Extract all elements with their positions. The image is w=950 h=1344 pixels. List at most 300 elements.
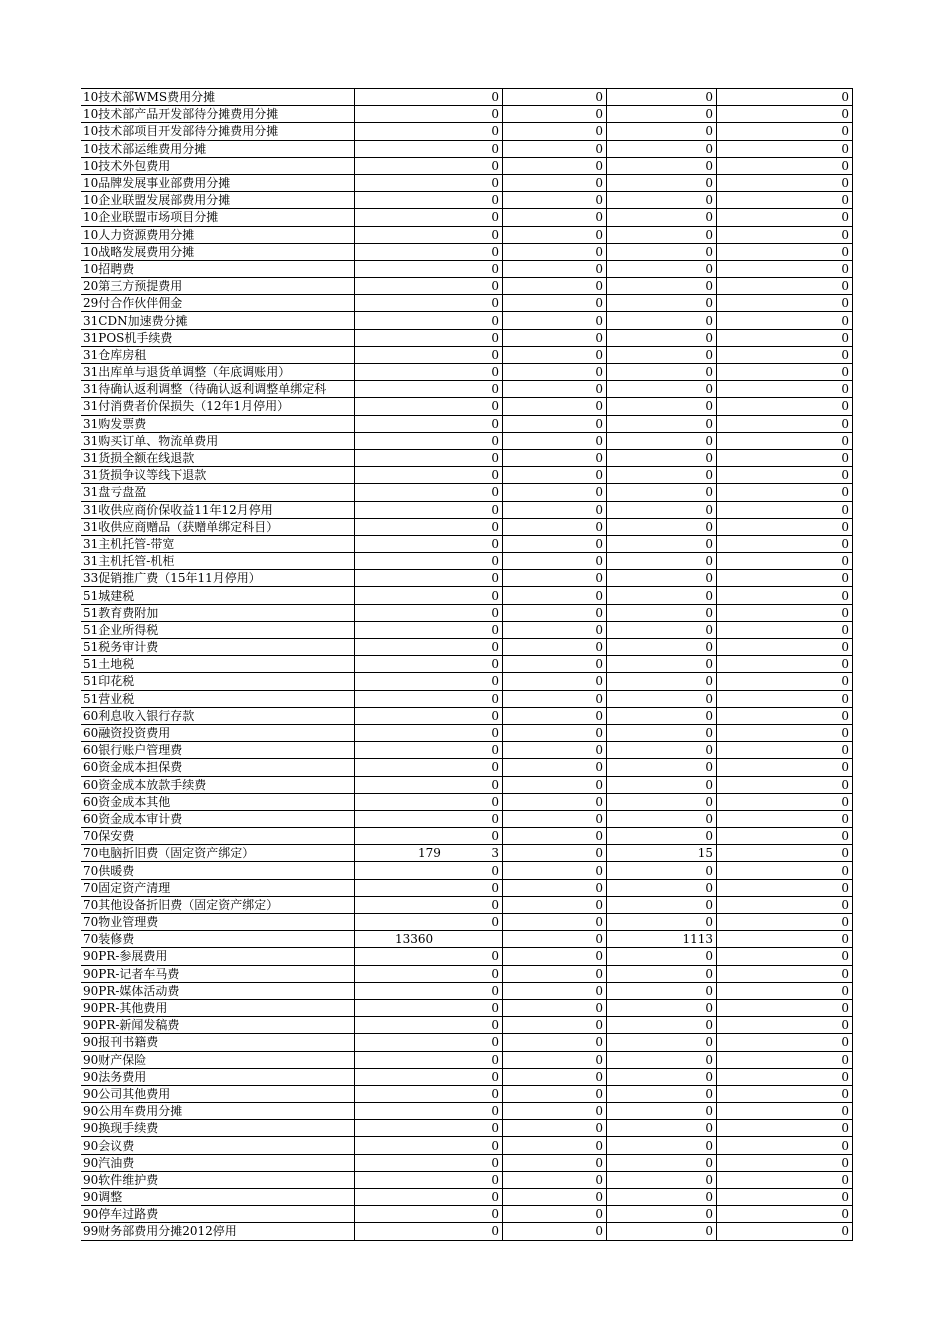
account-name-cell[interactable]: 10技术部项目开发部待分摊费用分摊 xyxy=(81,123,355,140)
value-cell-col2[interactable]: 0 xyxy=(503,999,607,1016)
value-cell-col1[interactable]: 0 xyxy=(355,1189,503,1206)
account-name-cell[interactable]: 90公司其他费用 xyxy=(81,1085,355,1102)
account-name-cell[interactable]: 51营业税 xyxy=(81,690,355,707)
account-name-cell[interactable]: 10企业联盟市场项目分摊 xyxy=(81,209,355,226)
value-cell-col3[interactable]: 0 xyxy=(607,1171,717,1188)
account-name-cell[interactable]: 51企业所得税 xyxy=(81,621,355,638)
value-cell-col4[interactable]: 0 xyxy=(717,381,853,398)
value-cell-col3[interactable]: 0 xyxy=(607,312,717,329)
account-name-cell[interactable]: 10技术外包费用 xyxy=(81,157,355,174)
value-cell-col3[interactable]: 0 xyxy=(607,587,717,604)
account-name-cell[interactable]: 51教育费附加 xyxy=(81,604,355,621)
account-name-cell[interactable]: 31盘亏盘盈 xyxy=(81,484,355,501)
value-cell-col3[interactable]: 0 xyxy=(607,896,717,913)
value-cell-col2[interactable]: 0 xyxy=(503,621,607,638)
value-cell-col3[interactable]: 0 xyxy=(607,243,717,260)
account-name-cell[interactable]: 60银行账户管理费 xyxy=(81,742,355,759)
value-cell-col2[interactable]: 0 xyxy=(503,106,607,123)
value-cell-col3[interactable]: 0 xyxy=(607,106,717,123)
value-cell-col2[interactable]: 0 xyxy=(503,1206,607,1223)
value-cell-col3[interactable]: 0 xyxy=(607,999,717,1016)
value-cell-col2[interactable]: 0 xyxy=(503,759,607,776)
value-cell-col3[interactable]: 0 xyxy=(607,570,717,587)
value-cell-col3[interactable]: 0 xyxy=(607,707,717,724)
value-cell-col2[interactable]: 0 xyxy=(503,896,607,913)
value-cell-col3[interactable]: 0 xyxy=(607,673,717,690)
value-cell-col2[interactable]: 0 xyxy=(503,914,607,931)
value-cell-col1[interactable]: 0 xyxy=(355,157,503,174)
value-cell-col1[interactable]: 0 xyxy=(355,1068,503,1085)
account-name-cell[interactable]: 70物业管理费 xyxy=(81,914,355,931)
value-cell-col2[interactable]: 0 xyxy=(503,535,607,552)
value-cell-col2[interactable]: 0 xyxy=(503,707,607,724)
value-cell-col2[interactable]: 0 xyxy=(503,1154,607,1171)
value-cell-col3[interactable]: 0 xyxy=(607,484,717,501)
value-cell-col2[interactable]: 0 xyxy=(503,295,607,312)
value-cell-col3[interactable]: 0 xyxy=(607,828,717,845)
value-cell-col3[interactable]: 0 xyxy=(607,1068,717,1085)
value-cell-col1[interactable]: 0 xyxy=(355,1103,503,1120)
value-cell-col1[interactable]: 0 xyxy=(355,776,503,793)
value-cell-col3[interactable]: 0 xyxy=(607,948,717,965)
value-cell-col1[interactable]: 0 xyxy=(355,742,503,759)
value-cell-col1[interactable]: 0 xyxy=(355,724,503,741)
account-name-cell[interactable]: 60资金成本其他 xyxy=(81,793,355,810)
value-cell-col1[interactable]: 0 xyxy=(355,535,503,552)
value-cell-col3[interactable]: 0 xyxy=(607,1051,717,1068)
value-cell-col1[interactable] xyxy=(355,845,503,862)
value-cell-col1[interactable]: 0 xyxy=(355,1017,503,1034)
value-cell-col4[interactable]: 0 xyxy=(717,1137,853,1154)
value-cell-col4[interactable]: 0 xyxy=(717,673,853,690)
value-cell-col3[interactable]: 0 xyxy=(607,209,717,226)
value-cell-col1[interactable]: 0 xyxy=(355,621,503,638)
value-cell-col1[interactable]: 0 xyxy=(355,312,503,329)
value-cell-col2[interactable]: 0 xyxy=(503,1137,607,1154)
account-name-cell[interactable]: 31出库单与退货单调整（年底调账用） xyxy=(81,364,355,381)
value-cell-col1[interactable]: 0 xyxy=(355,828,503,845)
value-cell-col4[interactable]: 0 xyxy=(717,209,853,226)
value-cell-col2[interactable]: 0 xyxy=(503,1034,607,1051)
account-name-cell[interactable]: 90换现手续费 xyxy=(81,1120,355,1137)
account-name-cell[interactable]: 90停车过路费 xyxy=(81,1206,355,1223)
value-cell-col2[interactable]: 0 xyxy=(503,656,607,673)
value-cell-col4[interactable]: 0 xyxy=(717,965,853,982)
value-cell-col4[interactable]: 0 xyxy=(717,1068,853,1085)
value-cell-col2[interactable]: 0 xyxy=(503,690,607,707)
account-name-cell[interactable]: 31货损全额在线退款 xyxy=(81,449,355,466)
account-name-cell[interactable]: 60利息收入银行存款 xyxy=(81,707,355,724)
account-name-cell[interactable]: 60融资投资费用 xyxy=(81,724,355,741)
account-name-cell[interactable]: 31收供应商赠品（获赠单绑定科目） xyxy=(81,518,355,535)
value-cell-col4[interactable]: 0 xyxy=(717,226,853,243)
value-cell-col4[interactable]: 0 xyxy=(717,604,853,621)
account-name-cell[interactable]: 90汽油费 xyxy=(81,1154,355,1171)
value-cell-col3[interactable]: 0 xyxy=(607,1085,717,1102)
value-cell-col4[interactable]: 0 xyxy=(717,1154,853,1171)
value-cell-col3[interactable]: 0 xyxy=(607,690,717,707)
account-name-cell[interactable]: 90PR-其他费用 xyxy=(81,999,355,1016)
value-cell-col1[interactable]: 0 xyxy=(355,398,503,415)
value-cell-col4[interactable]: 0 xyxy=(717,931,853,948)
value-cell-col2[interactable]: 0 xyxy=(503,518,607,535)
value-cell-col3[interactable]: 1113 xyxy=(607,931,717,948)
value-cell-col4[interactable]: 0 xyxy=(717,415,853,432)
value-cell-col2[interactable]: 0 xyxy=(503,312,607,329)
value-cell-col1[interactable]: 0 xyxy=(355,810,503,827)
value-cell-col1[interactable]: 0 xyxy=(355,982,503,999)
value-cell-col1[interactable]: 0 xyxy=(355,484,503,501)
value-cell-col3[interactable]: 0 xyxy=(607,467,717,484)
value-cell-col4[interactable]: 0 xyxy=(717,810,853,827)
value-cell-col1[interactable]: 0 xyxy=(355,673,503,690)
value-cell-col1[interactable]: 0 xyxy=(355,278,503,295)
account-name-cell[interactable]: 90PR-媒体活动费 xyxy=(81,982,355,999)
value-cell-col1[interactable]: 0 xyxy=(355,192,503,209)
value-cell-col1[interactable]: 0 xyxy=(355,1171,503,1188)
value-cell-col3[interactable]: 0 xyxy=(607,174,717,191)
value-cell-col3[interactable]: 0 xyxy=(607,501,717,518)
account-name-cell[interactable]: 60资金成本审计费 xyxy=(81,810,355,827)
value-cell-col2[interactable]: 0 xyxy=(503,724,607,741)
account-name-cell[interactable]: 31购发票费 xyxy=(81,415,355,432)
value-cell-col1[interactable]: 0 xyxy=(355,656,503,673)
value-cell-col4[interactable]: 0 xyxy=(717,587,853,604)
value-cell-col3[interactable]: 0 xyxy=(607,398,717,415)
value-cell-col1[interactable]: 0 xyxy=(355,639,503,656)
value-cell-col4[interactable]: 0 xyxy=(717,518,853,535)
account-name-cell[interactable]: 70其他设备折旧费（固定资产绑定） xyxy=(81,896,355,913)
value-cell-col3[interactable]: 0 xyxy=(607,346,717,363)
value-cell-col4[interactable]: 0 xyxy=(717,140,853,157)
value-cell-col2[interactable]: 0 xyxy=(503,604,607,621)
value-cell-col1[interactable]: 0 xyxy=(355,518,503,535)
value-cell-col4[interactable]: 0 xyxy=(717,724,853,741)
account-name-cell[interactable]: 31主机托管-机柜 xyxy=(81,553,355,570)
value-cell-col4[interactable]: 0 xyxy=(717,1051,853,1068)
value-cell-col4[interactable]: 0 xyxy=(717,982,853,999)
value-cell-col3[interactable]: 0 xyxy=(607,449,717,466)
value-cell-col3[interactable]: 0 xyxy=(607,793,717,810)
value-cell-col4[interactable]: 0 xyxy=(717,845,853,862)
account-name-cell[interactable]: 90财产保险 xyxy=(81,1051,355,1068)
account-name-cell[interactable]: 51土地税 xyxy=(81,656,355,673)
account-name-cell[interactable]: 90PR-参展费用 xyxy=(81,948,355,965)
value-cell-col2[interactable]: 0 xyxy=(503,123,607,140)
value-cell-col2[interactable]: 0 xyxy=(503,828,607,845)
value-cell-col2[interactable]: 0 xyxy=(503,364,607,381)
account-name-cell[interactable]: 10战略发展费用分摊 xyxy=(81,243,355,260)
value-cell-col4[interactable]: 0 xyxy=(717,862,853,879)
value-cell-col2[interactable]: 0 xyxy=(503,398,607,415)
value-cell-col4[interactable]: 0 xyxy=(717,742,853,759)
value-cell-col3[interactable]: 0 xyxy=(607,656,717,673)
value-cell-col3[interactable]: 0 xyxy=(607,1223,717,1240)
value-cell-col2[interactable]: 0 xyxy=(503,879,607,896)
value-cell-col3[interactable]: 0 xyxy=(607,776,717,793)
value-cell-col4[interactable]: 0 xyxy=(717,278,853,295)
value-cell-col2[interactable]: 0 xyxy=(503,810,607,827)
value-cell-col4[interactable]: 0 xyxy=(717,157,853,174)
value-cell-col4[interactable]: 0 xyxy=(717,553,853,570)
account-name-cell[interactable]: 31待确认返利调整（待确认返利调整单绑定科 xyxy=(81,381,355,398)
value-cell-col1[interactable]: 0 xyxy=(355,604,503,621)
account-name-cell[interactable]: 31付消费者价保损失（12年1月停用） xyxy=(81,398,355,415)
account-name-cell[interactable]: 10品牌发展事业部费用分摊 xyxy=(81,174,355,191)
value-cell-col1[interactable]: 0 xyxy=(355,89,503,106)
value-cell-col1[interactable]: 0 xyxy=(355,1085,503,1102)
value-cell-col1[interactable]: 0 xyxy=(355,501,503,518)
value-cell-col4[interactable]: 0 xyxy=(717,89,853,106)
value-cell-col1[interactable]: 0 xyxy=(355,999,503,1016)
value-cell-col4[interactable]: 0 xyxy=(717,123,853,140)
value-cell-col3[interactable]: 0 xyxy=(607,639,717,656)
account-name-cell[interactable]: 10技术部WMS费用分摊 xyxy=(81,89,355,106)
value-cell-col2[interactable]: 0 xyxy=(503,329,607,346)
value-cell-col2[interactable]: 0 xyxy=(503,862,607,879)
value-cell-col4[interactable]: 0 xyxy=(717,484,853,501)
value-cell-col2[interactable]: 0 xyxy=(503,673,607,690)
value-cell-col3[interactable]: 0 xyxy=(607,862,717,879)
value-cell-col2[interactable]: 0 xyxy=(503,845,607,862)
value-cell-col2[interactable]: 0 xyxy=(503,346,607,363)
value-cell-col3[interactable]: 0 xyxy=(607,759,717,776)
value-cell-col2[interactable]: 0 xyxy=(503,982,607,999)
value-cell-col4[interactable]: 0 xyxy=(717,690,853,707)
value-cell-col1[interactable]: 0 xyxy=(355,346,503,363)
value-cell-col1[interactable]: 0 xyxy=(355,759,503,776)
account-name-cell[interactable]: 70供暖费 xyxy=(81,862,355,879)
value-cell-col4[interactable]: 0 xyxy=(717,793,853,810)
value-cell-col3[interactable]: 0 xyxy=(607,965,717,982)
account-name-cell[interactable]: 31货损争议等线下退款 xyxy=(81,467,355,484)
value-cell-col3[interactable]: 0 xyxy=(607,1137,717,1154)
value-cell-col2[interactable]: 0 xyxy=(503,1120,607,1137)
value-cell-col4[interactable]: 0 xyxy=(717,260,853,277)
value-cell-col3[interactable]: 0 xyxy=(607,621,717,638)
value-cell-col1[interactable]: 0 xyxy=(355,106,503,123)
value-cell-col4[interactable]: 0 xyxy=(717,501,853,518)
value-cell-col3[interactable]: 0 xyxy=(607,192,717,209)
value-cell-col2[interactable]: 0 xyxy=(503,501,607,518)
value-cell-col4[interactable]: 0 xyxy=(717,1017,853,1034)
value-cell-col2[interactable]: 0 xyxy=(503,157,607,174)
value-cell-col1[interactable]: 0 xyxy=(355,707,503,724)
value-cell-col1[interactable]: 0 xyxy=(355,260,503,277)
value-cell-col2[interactable]: 0 xyxy=(503,931,607,948)
account-name-cell[interactable]: 90软件维护费 xyxy=(81,1171,355,1188)
value-cell-col2[interactable]: 0 xyxy=(503,226,607,243)
value-cell-col4[interactable]: 0 xyxy=(717,398,853,415)
value-cell-col2[interactable]: 0 xyxy=(503,1085,607,1102)
value-cell-col3[interactable]: 0 xyxy=(607,724,717,741)
account-name-cell[interactable]: 99财务部费用分摊2012停用 xyxy=(81,1223,355,1240)
value-cell-col1[interactable]: 0 xyxy=(355,432,503,449)
value-cell-col1[interactable]: 0 xyxy=(355,243,503,260)
value-cell-col3[interactable]: 0 xyxy=(607,89,717,106)
value-cell-col1[interactable]: 0 xyxy=(355,690,503,707)
value-cell-col2[interactable]: 0 xyxy=(503,278,607,295)
value-cell-col3[interactable]: 0 xyxy=(607,157,717,174)
value-cell-col4[interactable]: 0 xyxy=(717,295,853,312)
value-cell-col2[interactable]: 0 xyxy=(503,1051,607,1068)
value-cell-col2[interactable]: 0 xyxy=(503,432,607,449)
value-cell-col4[interactable]: 0 xyxy=(717,1223,853,1240)
account-name-cell[interactable]: 33促销推广费（15年11月停用） xyxy=(81,570,355,587)
value-cell-col1[interactable]: 0 xyxy=(355,862,503,879)
account-name-cell[interactable]: 90PR-记者车马费 xyxy=(81,965,355,982)
account-name-cell[interactable]: 51税务审计费 xyxy=(81,639,355,656)
value-cell-col4[interactable]: 0 xyxy=(717,914,853,931)
value-cell-col4[interactable]: 0 xyxy=(717,1034,853,1051)
value-cell-col2[interactable]: 0 xyxy=(503,260,607,277)
value-cell-col2[interactable]: 0 xyxy=(503,742,607,759)
account-name-cell[interactable]: 70保安费 xyxy=(81,828,355,845)
value-cell-col4[interactable]: 0 xyxy=(717,329,853,346)
account-name-cell[interactable]: 31购买订单、物流单费用 xyxy=(81,432,355,449)
value-cell-col3[interactable]: 0 xyxy=(607,810,717,827)
value-cell-col4[interactable]: 0 xyxy=(717,1103,853,1120)
account-name-cell[interactable]: 90报刊书籍费 xyxy=(81,1034,355,1051)
value-cell-col3[interactable]: 0 xyxy=(607,1103,717,1120)
value-cell-col2[interactable]: 0 xyxy=(503,89,607,106)
account-name-cell[interactable]: 31主机托管-带宽 xyxy=(81,535,355,552)
account-name-cell[interactable]: 90调整 xyxy=(81,1189,355,1206)
account-name-cell[interactable]: 90会议费 xyxy=(81,1137,355,1154)
value-cell-col2[interactable]: 0 xyxy=(503,209,607,226)
value-cell-col4[interactable]: 0 xyxy=(717,1120,853,1137)
value-cell-col3[interactable]: 0 xyxy=(607,295,717,312)
value-cell-col4[interactable]: 0 xyxy=(717,449,853,466)
value-cell-col2[interactable]: 0 xyxy=(503,174,607,191)
value-cell-col3[interactable]: 0 xyxy=(607,553,717,570)
value-cell-col2[interactable]: 0 xyxy=(503,243,607,260)
value-cell-col2[interactable]: 0 xyxy=(503,192,607,209)
value-cell-col3[interactable]: 0 xyxy=(607,364,717,381)
value-cell-col4[interactable]: 0 xyxy=(717,828,853,845)
value-cell-col3[interactable]: 0 xyxy=(607,1189,717,1206)
value-cell-col2[interactable]: 0 xyxy=(503,948,607,965)
value-cell-col1[interactable]: 0 xyxy=(355,415,503,432)
value-cell-col2[interactable]: 0 xyxy=(503,639,607,656)
value-cell-col1[interactable]: 13360 xyxy=(355,931,503,948)
value-cell-col4[interactable]: 0 xyxy=(717,621,853,638)
value-cell-col4[interactable]: 0 xyxy=(717,759,853,776)
value-cell-col2[interactable]: 0 xyxy=(503,965,607,982)
value-cell-col4[interactable]: 0 xyxy=(717,570,853,587)
value-cell-col4[interactable]: 0 xyxy=(717,346,853,363)
value-cell-col2[interactable]: 0 xyxy=(503,1068,607,1085)
account-name-cell[interactable]: 31收供应商价保收益11年12月停用 xyxy=(81,501,355,518)
value-cell-col4[interactable]: 0 xyxy=(717,467,853,484)
account-name-cell[interactable]: 70电脑折旧费（固定资产绑定） xyxy=(81,845,355,862)
value-cell-col3[interactable]: 0 xyxy=(607,879,717,896)
value-cell-col1[interactable]: 0 xyxy=(355,793,503,810)
value-cell-col1[interactable]: 0 xyxy=(355,1051,503,1068)
account-name-cell[interactable]: 90PR-新闻发稿费 xyxy=(81,1017,355,1034)
value-cell-col2[interactable]: 0 xyxy=(503,381,607,398)
value-cell-col4[interactable]: 0 xyxy=(717,364,853,381)
value-cell-col1[interactable]: 0 xyxy=(355,948,503,965)
value-cell-col4[interactable]: 0 xyxy=(717,243,853,260)
value-cell-col4[interactable]: 0 xyxy=(717,1189,853,1206)
value-cell-col4[interactable]: 0 xyxy=(717,312,853,329)
value-cell-col1[interactable]: 0 xyxy=(355,1034,503,1051)
value-cell-col3[interactable]: 0 xyxy=(607,381,717,398)
value-cell-col3[interactable]: 15 xyxy=(607,845,717,862)
account-name-cell[interactable]: 29付合作伙伴佣金 xyxy=(81,295,355,312)
account-name-cell[interactable]: 10技术部产品开发部待分摊费用分摊 xyxy=(81,106,355,123)
value-cell-col4[interactable]: 0 xyxy=(717,432,853,449)
value-cell-col3[interactable]: 0 xyxy=(607,1034,717,1051)
value-cell-col3[interactable]: 0 xyxy=(607,1120,717,1137)
value-cell-col1[interactable]: 0 xyxy=(355,467,503,484)
value-cell-col3[interactable]: 0 xyxy=(607,123,717,140)
account-name-cell[interactable]: 31仓库房租 xyxy=(81,346,355,363)
value-cell-col4[interactable]: 0 xyxy=(717,656,853,673)
value-cell-col3[interactable]: 0 xyxy=(607,432,717,449)
value-cell-col4[interactable]: 0 xyxy=(717,999,853,1016)
value-cell-col2[interactable]: 0 xyxy=(503,793,607,810)
value-cell-col4[interactable]: 0 xyxy=(717,1085,853,1102)
value-cell-col1[interactable]: 0 xyxy=(355,553,503,570)
value-cell-col4[interactable]: 0 xyxy=(717,192,853,209)
value-cell-col2[interactable]: 0 xyxy=(503,1171,607,1188)
account-name-cell[interactable]: 90公用车费用分摊 xyxy=(81,1103,355,1120)
value-cell-col1[interactable]: 0 xyxy=(355,914,503,931)
value-cell-col2[interactable]: 0 xyxy=(503,776,607,793)
value-cell-col2[interactable]: 0 xyxy=(503,140,607,157)
value-cell-col3[interactable]: 0 xyxy=(607,604,717,621)
value-cell-col1[interactable]: 0 xyxy=(355,209,503,226)
value-cell-col3[interactable]: 0 xyxy=(607,415,717,432)
value-cell-col2[interactable]: 0 xyxy=(503,449,607,466)
account-name-cell[interactable]: 20第三方预提费用 xyxy=(81,278,355,295)
value-cell-col1[interactable]: 0 xyxy=(355,587,503,604)
value-cell-col4[interactable]: 0 xyxy=(717,535,853,552)
value-cell-col2[interactable]: 0 xyxy=(503,484,607,501)
value-cell-col2[interactable]: 0 xyxy=(503,1223,607,1240)
value-cell-col4[interactable]: 0 xyxy=(717,106,853,123)
value-cell-col1[interactable]: 0 xyxy=(355,879,503,896)
value-cell-col4[interactable]: 0 xyxy=(717,776,853,793)
account-name-cell[interactable]: 10企业联盟发展部费用分摊 xyxy=(81,192,355,209)
value-cell-col3[interactable]: 0 xyxy=(607,1154,717,1171)
value-cell-col3[interactable]: 0 xyxy=(607,140,717,157)
value-cell-col3[interactable]: 0 xyxy=(607,260,717,277)
value-cell-col4[interactable]: 0 xyxy=(717,639,853,656)
account-name-cell[interactable]: 10技术部运维费用分摊 xyxy=(81,140,355,157)
value-cell-col2[interactable]: 0 xyxy=(503,467,607,484)
value-cell-col1[interactable]: 0 xyxy=(355,1223,503,1240)
value-cell-col4[interactable]: 0 xyxy=(717,948,853,965)
account-name-cell[interactable]: 70固定资产清理 xyxy=(81,879,355,896)
value-cell-col2[interactable]: 0 xyxy=(503,553,607,570)
account-name-cell[interactable]: 70装修费 xyxy=(81,931,355,948)
value-cell-col1[interactable]: 0 xyxy=(355,1154,503,1171)
value-cell-col2[interactable]: 0 xyxy=(503,1017,607,1034)
value-cell-col2[interactable]: 0 xyxy=(503,570,607,587)
account-name-cell[interactable]: 31CDN加速费分摊 xyxy=(81,312,355,329)
value-cell-col3[interactable]: 0 xyxy=(607,518,717,535)
value-cell-col3[interactable]: 0 xyxy=(607,278,717,295)
value-cell-col3[interactable]: 0 xyxy=(607,1017,717,1034)
value-cell-col1[interactable]: 0 xyxy=(355,381,503,398)
value-cell-col1[interactable]: 0 xyxy=(355,1137,503,1154)
value-cell-col2[interactable]: 0 xyxy=(503,587,607,604)
value-cell-col3[interactable]: 0 xyxy=(607,329,717,346)
value-cell-col2[interactable]: 0 xyxy=(503,1189,607,1206)
